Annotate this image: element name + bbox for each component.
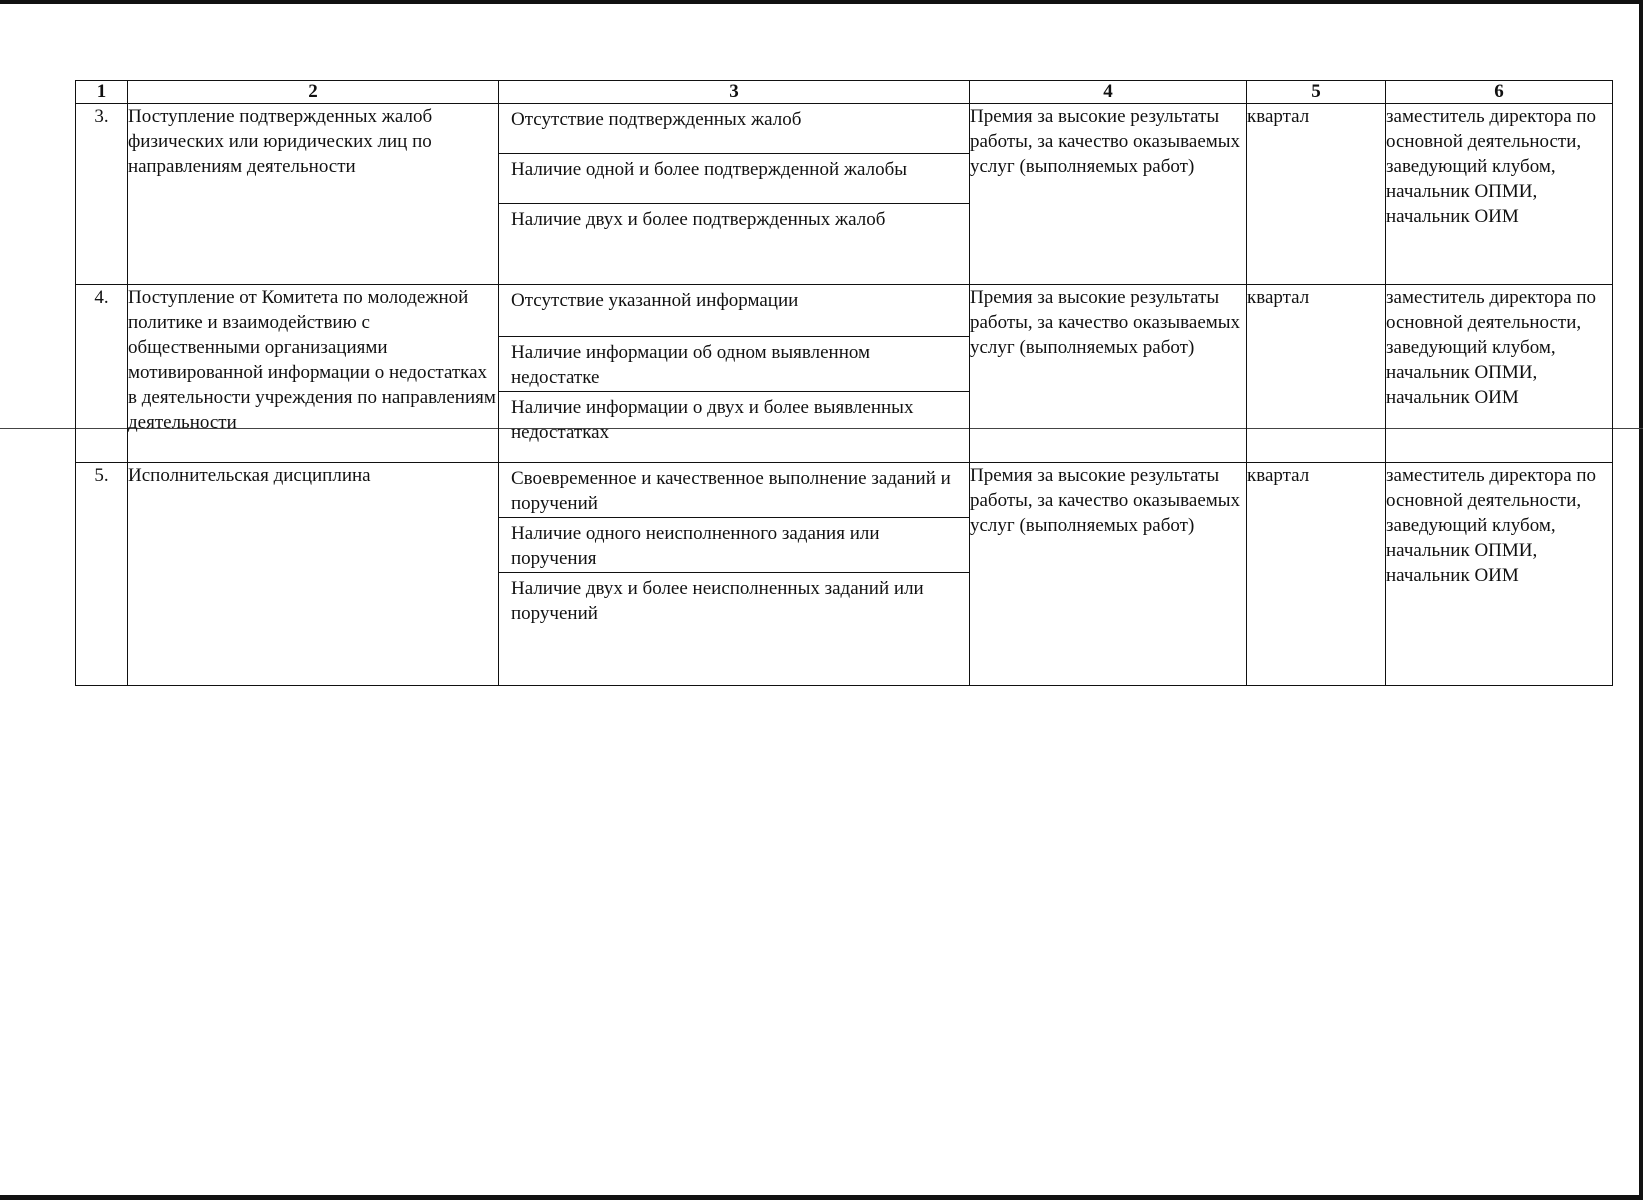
period-cell: квартал: [1247, 104, 1386, 285]
criterion-cell: Поступление от Комитета по молодежной политике и взаимодействию с общественными организациями мотивированной информации о недостатках в деятельности учреждения по направлениям деятельности: [128, 285, 499, 463]
responsible-cell: заместитель директора по основной деятельности, заведующий клубом, начальник ОПМИ, начальник ОИМ: [1386, 104, 1613, 285]
table-row: [76, 463, 1613, 686]
condition-item: Наличие двух и более неисполненных заданий или поручений: [511, 578, 924, 624]
header-row: [76, 81, 1613, 104]
condition-item: Наличие двух и более подтвержденных жалоб: [511, 209, 886, 230]
header-cell-2: 2: [128, 81, 499, 104]
responsible-cell: заместитель директора по основной деятельности, заведующий клубом, начальник ОПМИ, начальник ОИМ: [1386, 463, 1613, 686]
conditions-cell: [499, 104, 970, 285]
header-cell-1: 1: [76, 81, 128, 104]
scan-edge-right: [1639, 0, 1643, 1200]
condition-item: Отсутствие подтвержденных жалоб: [499, 104, 969, 154]
criterion-cell: Исполнительская дисциплина: [128, 463, 499, 686]
header-cell-3: 3: [499, 81, 970, 104]
header-cell-4: 4: [970, 81, 1247, 104]
row-number: 5.: [76, 463, 128, 686]
header-cell-6: 6: [1386, 81, 1613, 104]
row-number: 4.: [76, 285, 128, 463]
payment-type-cell: Премия за высокие результаты работы, за качество оказываемых услуг (выполняемых работ): [970, 285, 1247, 463]
condition-item: Отсутствие указанной информации: [499, 285, 969, 337]
condition-item: Наличие одной и более подтвержденной жалобы: [499, 154, 969, 204]
responsible-cell: заместитель директора по основной деятельности, заведующий клубом, начальник ОПМИ, начальник ОИМ: [1386, 285, 1613, 463]
table-row: [76, 285, 1613, 463]
condition-item: Наличие одного неисполненного задания или поручения: [499, 518, 969, 573]
payment-type-cell: Премия за высокие результаты работы, за качество оказываемых услуг (выполняемых работ): [970, 463, 1247, 686]
table-row: [76, 104, 1613, 285]
condition-item: Своевременное и качественное выполнение заданий и поручений: [499, 463, 969, 518]
scan-edge-bottom: [0, 1195, 1643, 1200]
period-cell: квартал: [1247, 285, 1386, 463]
conditions-cell: [499, 463, 970, 686]
row-number: 3.: [76, 104, 128, 285]
period-cell: квартал: [1247, 463, 1386, 686]
condition-item: Наличие информации о двух и более выявленных недостатках: [511, 397, 914, 443]
criteria-table: [75, 80, 1613, 686]
scan-edge-top: [0, 0, 1643, 4]
header-cell-5: 5: [1247, 81, 1386, 104]
payment-type-cell: Премия за высокие результаты работы, за качество оказываемых услуг (выполняемых работ): [970, 104, 1247, 285]
conditions-cell: [499, 285, 970, 463]
condition-item: Наличие информации об одном выявленном недостатке: [499, 337, 969, 392]
criterion-cell: Поступление подтвержденных жалоб физических или юридических лиц по направлениям деятельности: [128, 104, 499, 285]
